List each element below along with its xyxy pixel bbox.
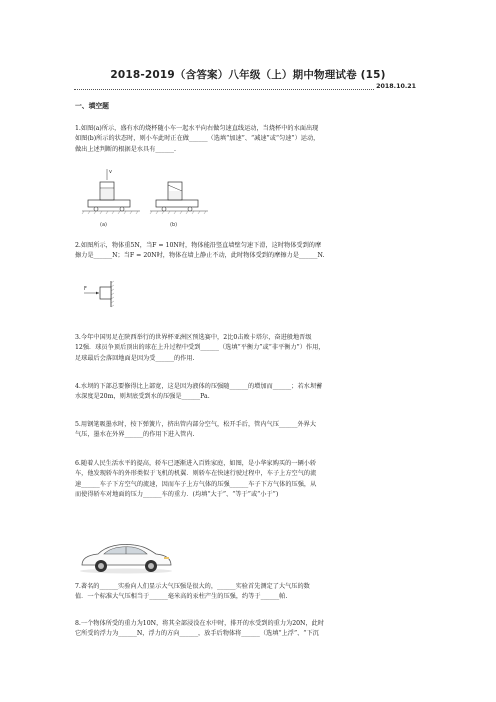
question-line: 4.水坝的下部总要修得比上部宽，这是因为液体的压强随______的增加而______；若水坝蓄 <box>75 383 323 390</box>
question-line: 擦力是______N；当F = 20N时，物体在墙上静止不动，此时物体受到的摩擦力是______N. <box>75 252 325 260</box>
exam-date: 2018.10.21 <box>376 83 416 90</box>
question-line: 5.用钢笔吸墨水时，按下弹簧片，挤出管内部分空气，松开手后，管内气压______外界大 <box>75 421 317 428</box>
question-line: 如图(b)所示的状态时，则小车此时正在做______（选填“加速”、“减速”或“匀速”）运动， <box>75 135 320 143</box>
question-2 <box>75 241 430 262</box>
question-4 <box>75 382 430 403</box>
question-line: 3.今年中国男足在陕西举行的世界杯亚洲区预选赛中，2比0击败卡塔尔，奋进般地晋级 <box>75 334 312 341</box>
question-line: 气压，墨水在外界______的作用下进入管内. <box>75 431 195 439</box>
question-1 <box>75 124 430 155</box>
question-6 <box>75 459 430 501</box>
question-line: 6.随着人民生活水平的提高，轿车已逐渐进入百姓家庭，如图，是小华家购买的一辆小轿 <box>75 460 317 467</box>
question-line: 8.一个物体所受的重力为10N，将其全部浸没在水中时，排开的水受到的重力为20N，此时 <box>75 620 325 627</box>
cart-a <box>82 169 140 228</box>
question-line: 水深度是20m，则坝底受到水的压强是______Pa. <box>75 393 210 401</box>
question-5 <box>75 420 430 441</box>
wall-block-figure <box>82 281 122 311</box>
caption-b: (b) <box>170 222 178 228</box>
question-8 <box>75 619 430 640</box>
velocity-label: v <box>109 169 112 175</box>
page-title: 2018-2019（含答案）八年级（上）期中物理试卷 (15) <box>110 69 386 81</box>
question-line: 它所受的浮力为______N，浮力的方向______，放手后物体将______（选填“上浮”、“下沉 <box>75 630 319 638</box>
section-heading: 一、填空题 <box>75 102 109 110</box>
car-figure <box>76 538 176 574</box>
question-line: 值．一个标准大气压相当于______毫米高的汞柱产生的压强，约等于______帕. <box>75 593 288 601</box>
force-label: F <box>84 286 87 292</box>
question-line: 车，他发现轿车的外形类似于飞机的机翼．则轿车在快速行驶过程中，车子上方空气的流 <box>75 470 317 478</box>
question-line: 7.著名的______实验向人们显示大气压强是很大的，______实验首先测定了大气压的数 <box>75 583 310 590</box>
question-7 <box>75 582 430 603</box>
question-line: 速______车子下方空气的流速，因而车子上方气体的压强______车子下方气体的压强，从 <box>75 480 317 488</box>
question-line: 做出上述判断的根据是水具有______. <box>75 145 176 153</box>
question-line: 2.如图所示，物体重5N，当F = 10N时，物体能沿竖直墙壁匀速下滑，这时物体受到的摩 <box>75 242 322 249</box>
cart-figure <box>82 164 212 228</box>
question-3 <box>75 333 430 364</box>
cart-b <box>150 182 208 228</box>
caption-a: (a) <box>100 222 107 228</box>
title-rule <box>74 89 416 90</box>
question-line: 1.如图(a)所示，盛有水的烧杯随小车一起水平向右做匀速直线运动，当烧杯中的水面出现 <box>75 125 319 132</box>
question-line: 而使得轿车对地面的压力______车的重力．(均填“大于”、“等于”或“小于”) <box>75 491 279 499</box>
question-line: 12强．球员争顶后顶出的球在上升过程中受到______（选填“平衡力”或“非平衡力”）作用， <box>75 344 325 352</box>
question-line: 足球最后会落回地面是因为受______的作用. <box>75 354 195 362</box>
